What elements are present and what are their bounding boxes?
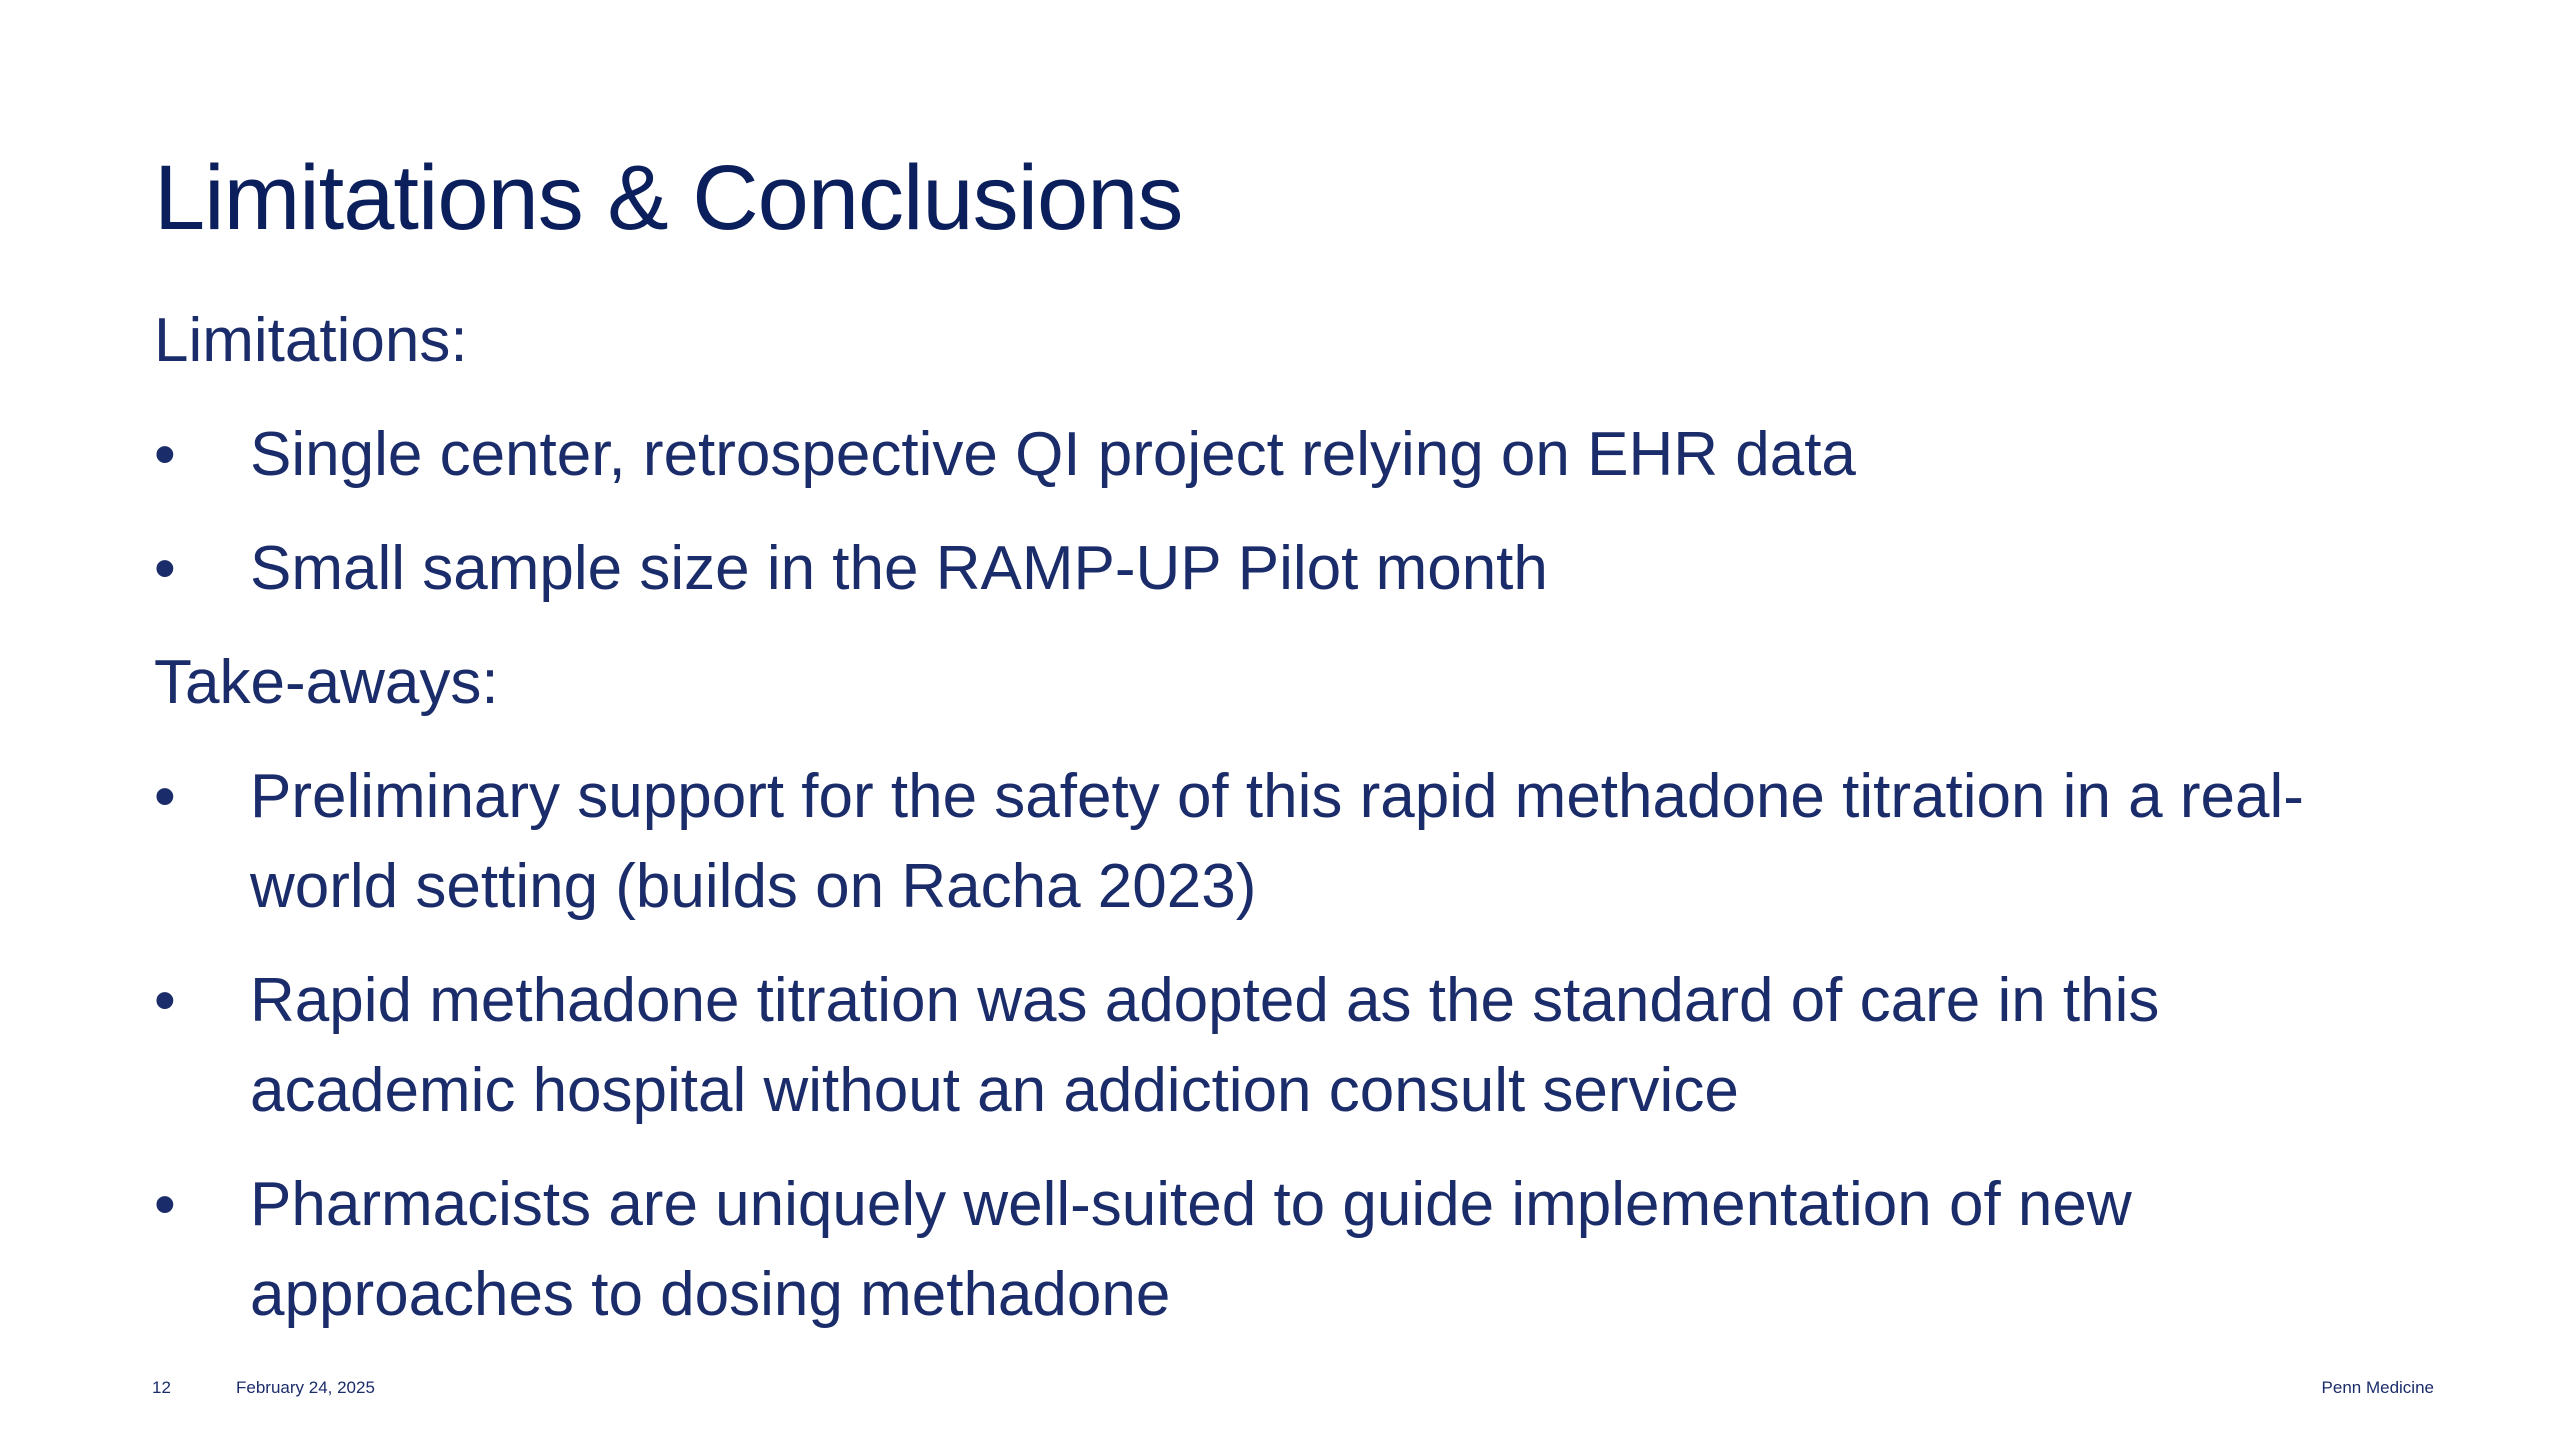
footer-date: February 24, 2025	[236, 1378, 375, 1397]
slide-title: Limitations & Conclusions	[154, 147, 1183, 249]
list-item	[154, 524, 2434, 614]
list-item-text: Rapid methadone titration was adopted as the standard of care in this academic hospital without an addiction consult service	[250, 966, 2160, 1125]
bullet-icon: •	[154, 1170, 176, 1239]
list-item	[154, 410, 2434, 500]
list-item	[154, 1160, 2434, 1340]
page-number: 12	[152, 1378, 171, 1397]
limitations-heading: Limitations:	[154, 306, 468, 375]
list-item	[154, 956, 2434, 1136]
footer-organization: Penn Medicine	[2321, 1378, 2434, 1397]
list-item-text: Single center, retrospective QI project relying on EHR data	[250, 420, 1856, 489]
list-item-text: Pharmacists are uniquely well-suited to guide implementation of new approaches to dosing methadone	[250, 1170, 2132, 1329]
list-item	[154, 752, 2434, 932]
list-item-text: Small sample size in the RAMP-UP Pilot month	[250, 534, 1548, 603]
takeaways-list	[154, 752, 2434, 1340]
list-item-text: Preliminary support for the safety of this rapid methadone titration in a real-world setting (builds on Racha 2023)	[250, 762, 2304, 921]
slide-content	[154, 296, 2434, 1364]
bullet-icon: •	[154, 534, 176, 603]
bullet-icon: •	[154, 420, 176, 489]
bullet-icon: •	[154, 966, 176, 1035]
takeaways-heading: Take-aways:	[154, 648, 499, 717]
bullet-icon: •	[154, 762, 176, 831]
limitations-list	[154, 410, 2434, 614]
